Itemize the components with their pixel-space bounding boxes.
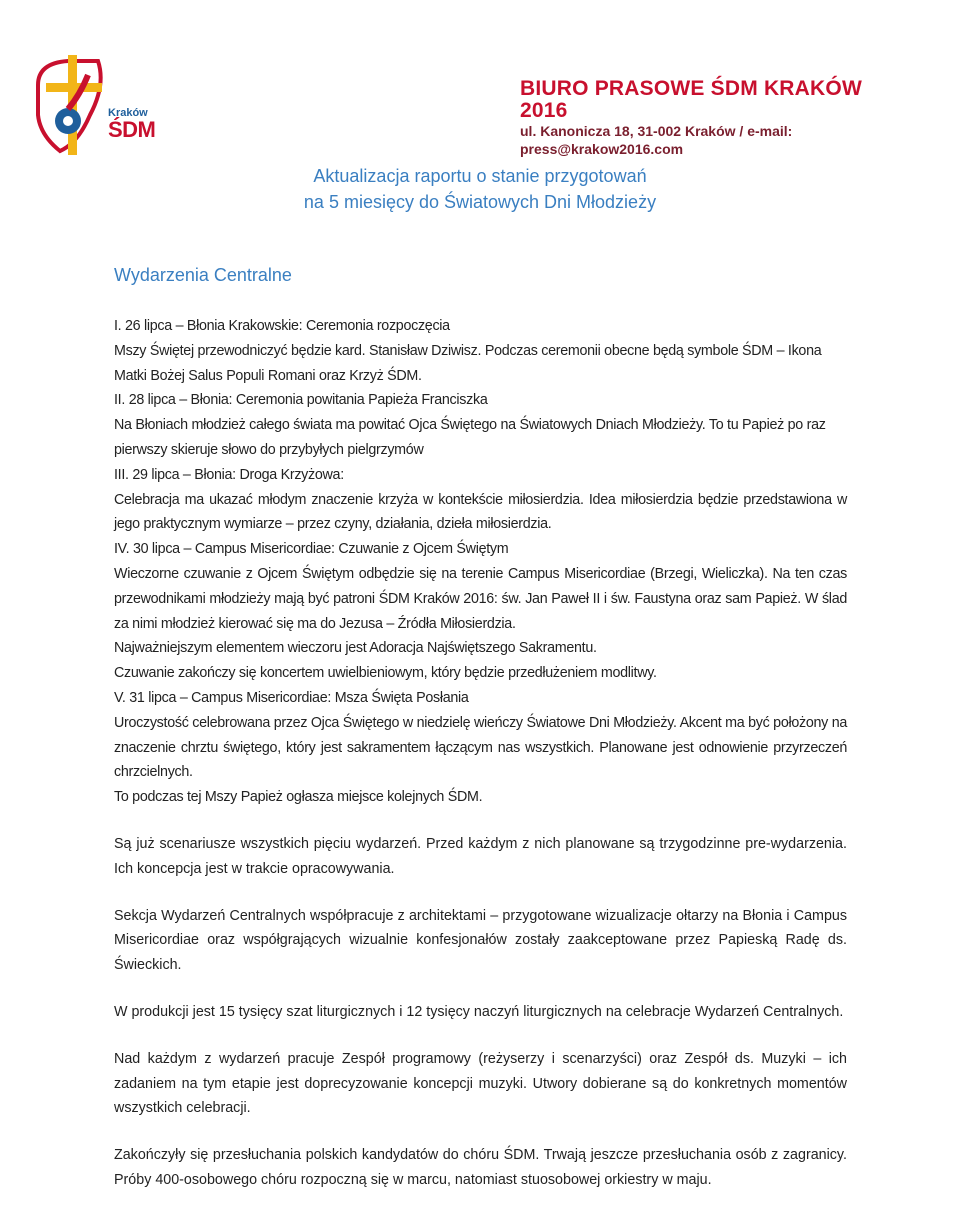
document-body bbox=[114, 314, 847, 1193]
sdm-logo bbox=[28, 55, 178, 155]
press-office-title: BIURO PRASOWE ŚDM KRAKÓW 2016 bbox=[520, 77, 862, 123]
event-4-title: IV. 30 lipca – Campus Misericordiae: Czuwanie z Ojcem Świętym bbox=[114, 541, 509, 558]
paragraph-vestments: W produkcji jest 15 tysięcy szat liturgicznych i 12 tysięcy naczyń liturgicznych na celebracje Wydarzeń Centralnych. bbox=[114, 1003, 844, 1020]
event-4-text-2: Najważniejszym elementem wieczoru jest Adoracja Najświętszego Sakramentu. bbox=[114, 640, 597, 657]
press-office-address: ul. Kanonicza 18, 31-002 Kraków / e-mail: press@krakow2016.com bbox=[520, 123, 793, 158]
section-heading: Wydarzenia Centralne bbox=[114, 265, 292, 285]
event-3-title: III. 29 lipca – Błonia: Droga Krzyżowa: bbox=[114, 466, 344, 483]
event-5-text-1: Uroczystość celebrowana przez Ojca Świętego w niedzielę wieńczy Światowe Dni Młodzieży. Akcent ma być położony na znaczenie chrztu świętego, który jest sakramentem łączącym nas wszystkich. Planowane jest odnowienie przyrzeczeń chrzcielnych. bbox=[114, 714, 847, 781]
brand-wordmark bbox=[108, 108, 155, 141]
paragraph-architects: Sekcja Wydarzeń Centralnych współpracuje z architektami – przygotowane wizualizacje ołtarzy na Błonia i Campus Misericordiae oraz współgrających wizualnie konfesjonałów zostały zaakceptowane przez Papieską Radę ds. Świeckich. bbox=[114, 907, 847, 974]
title-line-2: na 5 miesięcy do Światowych Dni Młodzieży bbox=[303, 192, 657, 212]
document-title bbox=[0, 163, 960, 215]
event-5-text-2: To podczas tej Mszy Papież ogłasza miejsce kolejnych ŚDM. bbox=[114, 789, 483, 806]
paragraph-music-team: Nad każdym z wydarzeń pracuje Zespół programowy (reżyserzy i scenarzyści) oraz Zespół ds. Muzyki – ich zadaniem na tym etapie jest doprecyzowanie koncepcji muzyki. Utwory dobierane są do konkretnych momentów wszystkich celebracji. bbox=[114, 1050, 847, 1117]
brand-city: Kraków bbox=[108, 107, 148, 119]
event-4-text-3: Czuwanie zakończy się koncertem uwielbieniowym, który będzie przedłużeniem modlitwy. bbox=[114, 665, 657, 682]
press-office-header bbox=[520, 78, 900, 158]
event-1-text: Mszy Świętej przewodniczyć będzie kard. Stanisław Dziwisz. Podczas ceremonii obecne będą symbole ŚDM – Ikona Matki Bożej Salus Populi Romani oraz Krzyż ŚDM. bbox=[114, 342, 822, 384]
sdm-logo-graphic bbox=[28, 55, 178, 155]
title-line-1: Aktualizacja raportu o stanie przygotowań bbox=[313, 166, 647, 186]
event-5-title: V. 31 lipca – Campus Misericordiae: Msza Święta Posłania bbox=[114, 689, 469, 706]
event-1-title: I. 26 lipca – Błonia Krakowskie: Ceremonia rozpoczęcia bbox=[114, 318, 450, 334]
brand-name: ŚDM bbox=[108, 117, 156, 142]
event-2-text: Na Błoniach młodzież całego świata ma powitać Ojca Świętego na Światowych Dniach Młodzieży. To tu Papież po raz pierwszy skieruje słowo do przybyłych pielgrzymów bbox=[114, 417, 826, 458]
event-2-title: II. 28 lipca – Błonia: Ceremonia powitania Papieża Franciszka bbox=[114, 392, 488, 409]
event-4-text-1: Wieczorne czuwanie z Ojcem Świętym odbędzie się na terenie Campus Misericordiae (Brzegi, Wieliczka). Na ten czas przewodnikami młodzieży mają być patroni ŚDM Kraków 2016: św. Jan Paweł II i św. Faustyna oraz sam Papież. W ślad za nimi młodzież kierować się ma do Jezusa – Źródła Miłosierdzia. bbox=[114, 565, 847, 632]
paragraph-choir: Zakończyły się przesłuchania polskich kandydatów do chóru ŚDM. Trwają jeszcze przesłuchania osób z zagranicy. Próby 400-osobowego chóru rozpoczną się w marcu, natomiast stuosobowej orkiestry w maju. bbox=[114, 1147, 847, 1188]
event-3-text: Celebracja ma ukazać młodym znaczenie krzyża w kontekście miłosierdzia. Idea miłosierdzia będzie przedstawiona w jego praktycznym wymiarze – przez czyny, działania, dzieła miłosierdzia. bbox=[114, 491, 847, 533]
paragraph-scenarios: Są już scenariusze wszystkich pięciu wydarzeń. Przed każdym z nich planowane są trzygodzinne pre-wydarzenia. Ich koncepcja jest w trakcie opracowywania. bbox=[114, 835, 847, 877]
